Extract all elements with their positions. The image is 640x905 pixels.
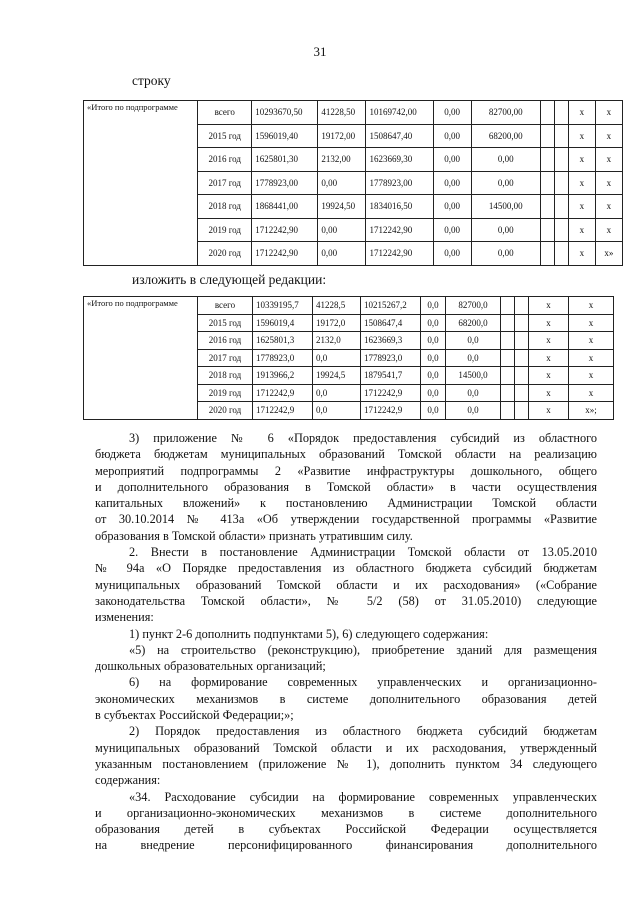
table-cell: 1778923,0	[253, 349, 313, 367]
table-cell: х	[529, 332, 569, 350]
text-line: содержания:	[95, 773, 161, 788]
text-line: экономических механизмов в системе дополнительного образования детей	[95, 691, 597, 706]
table-cell: 19172,00	[318, 124, 366, 148]
table-cell: 2020 год	[198, 242, 252, 266]
table-cell: 10339195,7	[253, 297, 313, 315]
table-cell: х	[595, 218, 622, 242]
table-cell: 68200,00	[471, 124, 540, 148]
table-cell	[540, 195, 554, 219]
table-cell	[554, 171, 568, 195]
table-cell	[501, 384, 515, 402]
table-cell: всего	[198, 101, 252, 125]
table-cell: 2018 год	[198, 195, 252, 219]
table-cell: 19172,0	[313, 314, 361, 332]
text-line: мероприятий подпрограммы 2 «Развитие инфраструктуры дошкольного, общего	[95, 463, 597, 478]
table-cell: 2019 год	[198, 218, 252, 242]
table-cell: х	[568, 242, 595, 266]
table-cell: 1508647,4	[361, 314, 421, 332]
text-line: от 30.10.2014 № 413а «Об утверждении государственной программы «Развитие	[95, 512, 597, 527]
table-cell	[554, 218, 568, 242]
table-cell: х	[568, 124, 595, 148]
table-cell: 2017 год	[198, 171, 252, 195]
table-cell: х	[569, 297, 614, 315]
table-cell: х	[569, 367, 614, 385]
text-line: образования детей в субъектах Российской Федерации осуществляется	[95, 822, 597, 837]
text-line: муниципальных образований Томской области и их расходования, утвержденный	[95, 740, 597, 755]
text-line: в субъектах Российской Федерации;»;	[95, 708, 294, 723]
table-cell: 0,00	[318, 171, 366, 195]
table-cell: 0,0	[421, 402, 446, 420]
table-cell: 0,00	[433, 218, 471, 242]
table-cell: х	[569, 384, 614, 402]
table-cell: 2132,0	[313, 332, 361, 350]
table-cell	[515, 367, 529, 385]
table-cell: х	[595, 124, 622, 148]
text-line: «5) на строительство (реконструкцию), приобретение зданий для размещения	[129, 642, 597, 657]
table-cell: 0,0	[421, 384, 446, 402]
table-cell: х	[529, 402, 569, 420]
table-row	[84, 101, 623, 125]
table-cell: 0,0	[313, 384, 361, 402]
table-cell: 1596019,4	[253, 314, 313, 332]
text-line: капитальных вложений» к постановлению Администрации Томской области	[95, 496, 597, 511]
table-cell	[501, 332, 515, 350]
table-cell	[554, 195, 568, 219]
table-cell: 0,00	[433, 242, 471, 266]
row-group-name: «Итого по подпрограмме	[84, 101, 198, 266]
table-cell: 0,00	[471, 171, 540, 195]
text-line: и дополнительного образования в Томской области» в части осуществления	[95, 479, 597, 494]
table-cell: х	[595, 195, 622, 219]
table-cell: 0,0	[421, 297, 446, 315]
table-cell: 0,00	[471, 218, 540, 242]
table-cell: 0,0	[421, 367, 446, 385]
table-cell	[501, 402, 515, 420]
table-cell: 19924,50	[318, 195, 366, 219]
table-cell: 2020 год	[198, 402, 253, 420]
table-cell: х	[595, 171, 622, 195]
table-cell	[554, 148, 568, 172]
table-cell	[515, 349, 529, 367]
table-cell: х	[595, 101, 622, 125]
table-cell: 0,00	[433, 148, 471, 172]
table-cell: 14500,00	[471, 195, 540, 219]
table-cell: х	[568, 218, 595, 242]
table-cell: 1778923,00	[252, 171, 318, 195]
text-line: «34. Расходование субсидии на формирование современных управленческих	[129, 789, 597, 804]
table-cell: х	[568, 148, 595, 172]
table-cell	[515, 384, 529, 402]
table-cell: 1879541,7	[361, 367, 421, 385]
text-line: № 94а «О Порядке предоставления из областного бюджета субсидий бюджетам	[95, 561, 597, 576]
text-line: указанным постановлением (приложение № 1), дополнить пунктом 34 следующего	[95, 756, 597, 771]
text-line: на внедрение персонифицированного финансирования дополнительного	[95, 838, 597, 853]
table-cell: 0,00	[433, 101, 471, 125]
table-cell	[501, 349, 515, 367]
table-cell: 2017 год	[198, 349, 253, 367]
table-cell	[540, 148, 554, 172]
table-cell: х	[529, 349, 569, 367]
table-cell: 1712242,90	[252, 242, 318, 266]
table-cell	[515, 402, 529, 420]
label-replace: строку	[132, 73, 171, 88]
subprogram-total-table-old	[83, 100, 623, 266]
table-cell: 68200,0	[446, 314, 501, 332]
table-cell	[540, 101, 554, 125]
table-cell: 2015 год	[198, 314, 253, 332]
table-cell: х	[529, 384, 569, 402]
text-line: бюджета бюджетам муниципальных образований Томской области на реализацию	[95, 447, 597, 462]
table-cell: 0,00	[433, 195, 471, 219]
table-cell	[554, 124, 568, 148]
table-cell: х	[529, 297, 569, 315]
table-cell: 10215267,2	[361, 297, 421, 315]
text-line: 1) пункт 2-6 дополнить подпунктами 5), 6) следующего содержания:	[129, 626, 489, 641]
table-cell: 1623669,30	[366, 148, 433, 172]
table-cell: 2132,00	[318, 148, 366, 172]
text-line: 2) Порядок предоставления из областного бюджета субсидий бюджетам	[129, 724, 597, 739]
text-line: изменения:	[95, 610, 154, 625]
label-new-edition: изложить в следующей редакции:	[132, 272, 327, 287]
table-cell: х	[568, 101, 595, 125]
table-cell: х»	[595, 242, 622, 266]
table-cell: 1712242,90	[366, 242, 433, 266]
body-text	[95, 430, 597, 854]
table-cell: 14500,0	[446, 367, 501, 385]
table-cell: 1712242,90	[366, 218, 433, 242]
table-cell: 1778923,0	[361, 349, 421, 367]
table-cell: х	[595, 148, 622, 172]
table-row	[84, 297, 614, 315]
text-line: дошкольных образовательных организаций;	[95, 659, 326, 674]
table-cell: 0,0	[446, 332, 501, 350]
table-cell: 1625801,30	[252, 148, 318, 172]
table-cell: х	[529, 314, 569, 332]
table-cell: 41228,5	[313, 297, 361, 315]
table-cell	[540, 218, 554, 242]
table-cell: 2018 год	[198, 367, 253, 385]
table-cell	[515, 297, 529, 315]
table-cell: 19924,5	[313, 367, 361, 385]
table-cell: 0,0	[446, 349, 501, 367]
table-cell: х	[529, 367, 569, 385]
table-cell: 2019 год	[198, 384, 253, 402]
table-cell: 10293670,50	[252, 101, 318, 125]
text-line: законодательства Томской области», № 5/2 (58) от 31.05.2010) следующие	[95, 593, 597, 608]
table-cell: 41228,50	[318, 101, 366, 125]
table-cell: 1778923,00	[366, 171, 433, 195]
table-cell: х	[569, 332, 614, 350]
table-cell: 0,0	[446, 384, 501, 402]
table-cell: 0,00	[471, 242, 540, 266]
table-cell: 1868441,00	[252, 195, 318, 219]
table-cell: 82700,00	[471, 101, 540, 125]
table-cell: 0,00	[433, 124, 471, 148]
table-cell: 1712242,9	[361, 402, 421, 420]
table-cell: 10169742,00	[366, 101, 433, 125]
table-cell	[540, 124, 554, 148]
table-cell: 1712242,9	[253, 384, 313, 402]
table-cell: х	[569, 314, 614, 332]
table-cell	[501, 367, 515, 385]
table-cell: 1625801,3	[253, 332, 313, 350]
page-number: 31	[313, 44, 327, 59]
table-cell: 2015 год	[198, 124, 252, 148]
table-cell: 1834016,50	[366, 195, 433, 219]
text-line: 3) приложение № 6 «Порядок предоставления субсидий из областного	[129, 431, 597, 445]
row-group-name: «Итого по подпрограмме	[84, 297, 198, 420]
table-cell: всего	[198, 297, 253, 315]
table-cell: 2016 год	[198, 332, 253, 350]
table-cell: 1712242,9	[253, 402, 313, 420]
table-cell: 1508647,40	[366, 124, 433, 148]
text-line: 6) на формирование современных управленческих и организационно-	[129, 675, 597, 690]
table-cell: 1913966,2	[253, 367, 313, 385]
table-cell: 1623669,3	[361, 332, 421, 350]
table-cell	[501, 314, 515, 332]
table-cell: 0,0	[421, 349, 446, 367]
table-cell: х»;	[569, 402, 614, 420]
subprogram-total-table-new	[83, 296, 614, 420]
table-cell	[554, 242, 568, 266]
table-cell: 0,0	[446, 402, 501, 420]
table-cell: 0,0	[421, 314, 446, 332]
table-cell: 0,0	[421, 332, 446, 350]
table-cell: 2016 год	[198, 148, 252, 172]
table-cell	[540, 242, 554, 266]
table-cell	[540, 171, 554, 195]
table-cell: 0,00	[471, 148, 540, 172]
table-cell	[515, 314, 529, 332]
table-cell: х	[568, 171, 595, 195]
table-cell: 0,00	[433, 171, 471, 195]
table-cell: 1712242,90	[252, 218, 318, 242]
table-cell: 0,00	[318, 218, 366, 242]
table-cell	[515, 332, 529, 350]
table-cell	[554, 101, 568, 125]
text-line: и организационно-экономических механизмов в системе дополнительного	[95, 805, 597, 820]
table-cell: х	[569, 349, 614, 367]
table-cell: х	[568, 195, 595, 219]
table-cell: 0,00	[318, 242, 366, 266]
table-cell: 1712242,9	[361, 384, 421, 402]
text-line: образования в Томской области» признать утратившим силу.	[95, 528, 413, 543]
table-cell: 0,0	[313, 349, 361, 367]
text-line: муниципальных образований Томской области и их расходования» («Собрание	[95, 577, 597, 592]
text-line: 2. Внести в постановление Администрации Томской области от 13.05.2010	[129, 545, 597, 560]
table-cell: 82700,0	[446, 297, 501, 315]
table-cell	[501, 297, 515, 315]
table-cell: 0,0	[313, 402, 361, 420]
table-cell: 1596019,40	[252, 124, 318, 148]
